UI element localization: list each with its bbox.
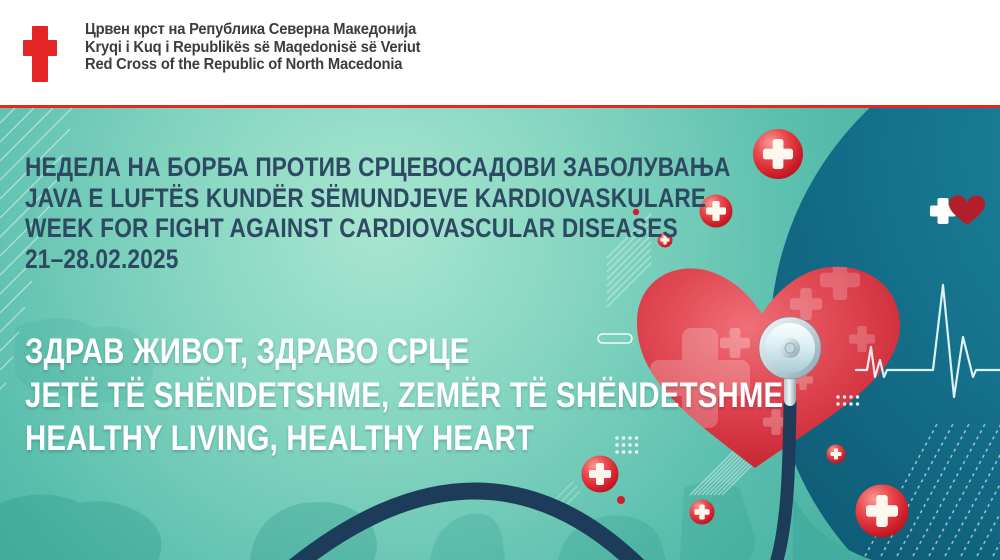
- heading-albanian: JAVA E LUFTËS KUNDËR SËMUNDJEVE KARDIOVASKULARE: [25, 182, 707, 213]
- red-cross-bubble-icon: [827, 445, 846, 464]
- red-cross-bubble-icon: [753, 129, 803, 179]
- red-cross-bubble-icon: [690, 500, 715, 525]
- chestpiece-knob-center: [785, 343, 795, 353]
- campaign-slogan: [25, 330, 783, 461]
- slogan-english: HEALTHY LIVING, HEALTHY HEART: [25, 419, 535, 458]
- slogan-macedonian: ЗДРАВ ЖИВОТ, ЗДРАВО СРЦЕ: [25, 332, 470, 371]
- date-range: 21–28.02.2025: [25, 243, 179, 274]
- banner: [0, 108, 1000, 560]
- heading-macedonian: НЕДЕЛА НА БОРБА ПРОТИВ СРЦЕВОСАДОВИ ЗАБОЛУВАЊА: [25, 152, 731, 182]
- org-name-macedonian: Црвен крст на Република Северна Македонија: [85, 21, 417, 38]
- org-name-block: [85, 21, 420, 74]
- org-name-english: Red Cross of the Republic of North Macedonia: [85, 56, 403, 73]
- red-cross-logo-icon: [23, 26, 57, 82]
- logo-cross-horizontal-bar: [23, 40, 57, 56]
- red-dot: [617, 496, 625, 504]
- slogan-albanian: JETË TË SHËNDETSHME, ZEMËR TË SHËNDETSHME: [25, 375, 784, 415]
- header: [0, 0, 1000, 105]
- heading-english: WEEK FOR FIGHT AGAINST CARDIOVASCULAR DISEASES: [25, 213, 678, 243]
- org-name-albanian: Kryqi i Kuq i Republikës së Maqedonisë së Veriut: [85, 38, 421, 56]
- campaign-heading: [25, 152, 731, 274]
- red-cross-bubble-icon: [856, 485, 909, 538]
- red-cross-bubble-icon: [582, 456, 619, 493]
